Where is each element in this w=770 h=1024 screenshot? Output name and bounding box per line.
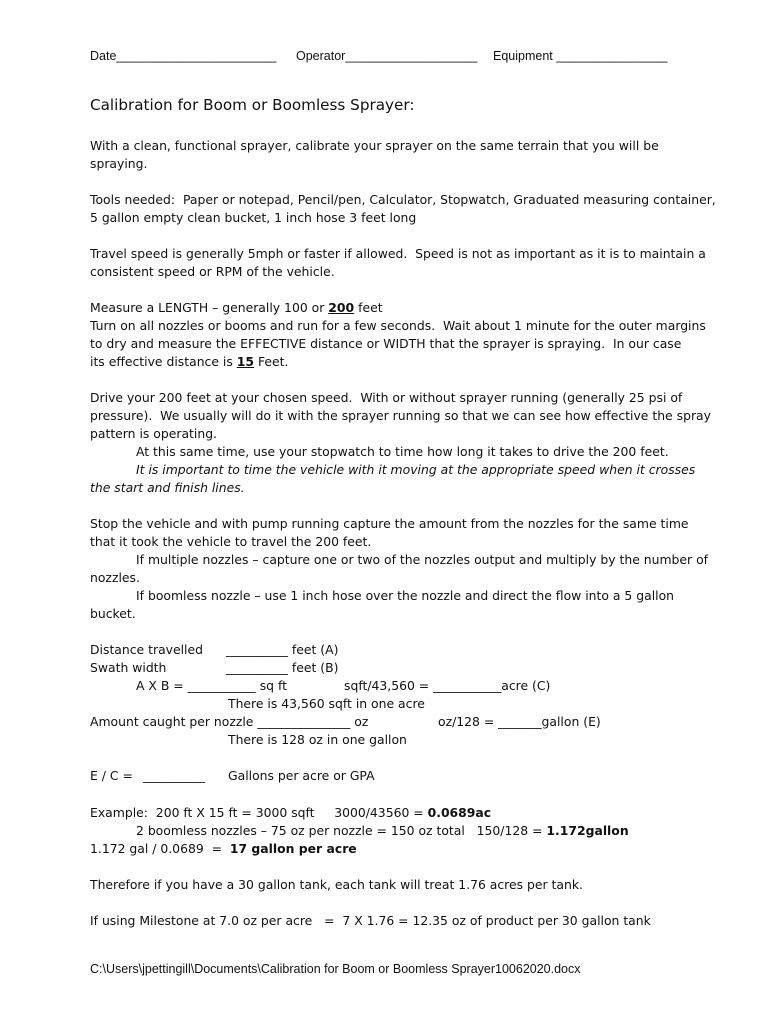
- gpa-formula-label: E / C =: [90, 768, 133, 783]
- footer-file-path: C:\Users\jpettingill\Documents\Calibration for Boom or Boomless Sprayer10062020.docx: [90, 962, 581, 976]
- drive-note-line-2: the start and finish lines.: [90, 480, 245, 495]
- measure-line-4: [90, 353, 288, 371]
- operator-field: Operator___________________: [296, 49, 478, 63]
- example-line-1: [90, 804, 491, 822]
- measure-text: Measure a LENGTH – generally 100 or: [90, 300, 329, 315]
- therefore-line: Therefore if you have a 30 gallon tank, each tank will treat 1.76 acres per tank.: [90, 877, 583, 892]
- distance-blank: __________ feet (A): [226, 642, 339, 657]
- tools-line-2: 5 gallon empty clean bucket, 1 inch hose 3 feet long: [90, 210, 417, 225]
- stop-line-4: nozzles.: [90, 570, 140, 585]
- page-title: Calibration for Boom or Boomless Sprayer:: [90, 96, 415, 114]
- acre-note: There is 43,560 sqft in one acre: [228, 696, 425, 711]
- example-line-3: [90, 840, 357, 858]
- travel-line-2: consistent speed or RPM of the vehicle.: [90, 264, 335, 279]
- width-text: its effective distance is: [90, 354, 237, 369]
- stop-line-5: If boomless nozzle – use 1 inch hose over the nozzle and direct the flow into a 5 gallon: [136, 588, 675, 603]
- intro-line-1: With a clean, functional sprayer, calibrate your sprayer on the same terrain that you will be: [90, 138, 659, 153]
- distance-label: Distance travelled: [90, 642, 203, 657]
- example-acres: 0.0689ac: [427, 805, 492, 820]
- swath-blank: __________ feet (B): [226, 660, 339, 675]
- drive-line-3: pattern is operating.: [90, 426, 218, 441]
- gallon-formula: oz/128 = _______gallon (E): [438, 714, 601, 729]
- length-value: 200: [328, 300, 355, 315]
- example-result: 17 gallon per acre: [229, 841, 357, 856]
- acre-formula: sqft/43,560 = ___________acre (C): [344, 678, 551, 693]
- area-formula: A X B = ___________ sq ft: [136, 678, 287, 693]
- example-line-2: [136, 822, 629, 840]
- width-unit: Feet.: [254, 354, 289, 369]
- example-text-2: 2 boomless nozzles – 75 oz per nozzle = 150 oz total 150/128 =: [136, 823, 547, 838]
- example-gallons: 1.172gallon: [546, 823, 629, 838]
- swath-label: Swath width: [90, 660, 167, 675]
- intro-line-2: spraying.: [90, 156, 148, 171]
- equipment-field: Equipment ________________: [493, 49, 668, 63]
- measure-line-1: [90, 299, 383, 317]
- example-text-1: Example: 200 ft X 15 ft = 3000 sqft 3000/43560 =: [90, 805, 428, 820]
- milestone-line: If using Milestone at 7.0 oz per acre = 7 X 1.76 = 12.35 oz of product per 30 gallon tank: [90, 913, 651, 928]
- measure-line-3: to dry and measure the EFFECTIVE distance or WIDTH that the sprayer is spraying. In our case: [90, 336, 682, 351]
- drive-line-2: pressure). We usually will do it with the sprayer running so that we can see how effective the spray: [90, 408, 711, 423]
- width-value: 15: [236, 354, 255, 369]
- drive-note-line-1: It is important to time the vehicle with it moving at the appropriate speed when it crosses: [136, 462, 696, 477]
- tools-line-1: Tools needed: Paper or notepad, Pencil/pen, Calculator, Stopwatch, Graduated measuring container,: [90, 192, 716, 207]
- drive-line-1: Drive your 200 feet at your chosen speed. With or without sprayer running (generally 25 psi of: [90, 390, 683, 405]
- amount-label: Amount caught per nozzle _______________ oz: [90, 714, 369, 729]
- drive-line-4: At this same time, use your stopwatch to time how long it takes to drive the 200 feet.: [136, 444, 669, 459]
- example-text-3: 1.172 gal / 0.0689 =: [90, 841, 230, 856]
- travel-line-1: Travel speed is generally 5mph or faster if allowed. Speed is not as important as it is to maintain a: [90, 246, 706, 261]
- gpa-unit: Gallons per acre or GPA: [228, 768, 375, 783]
- stop-line-1: Stop the vehicle and with pump running capture the amount from the nozzles for the same time: [90, 516, 689, 531]
- stop-line-6: bucket.: [90, 606, 136, 621]
- measure-unit: feet: [354, 300, 383, 315]
- date-field: Date_______________________: [90, 49, 277, 63]
- gallon-note: There is 128 oz in one gallon: [228, 732, 407, 747]
- stop-line-3: If multiple nozzles – capture one or two of the nozzles output and multiply by the number of: [136, 552, 709, 567]
- measure-line-2: Turn on all nozzles or booms and run for a few seconds. Wait about 1 minute for the outer margins: [90, 318, 706, 333]
- gpa-blank: __________: [143, 768, 205, 783]
- stop-line-2: that it took the vehicle to travel the 200 feet.: [90, 534, 372, 549]
